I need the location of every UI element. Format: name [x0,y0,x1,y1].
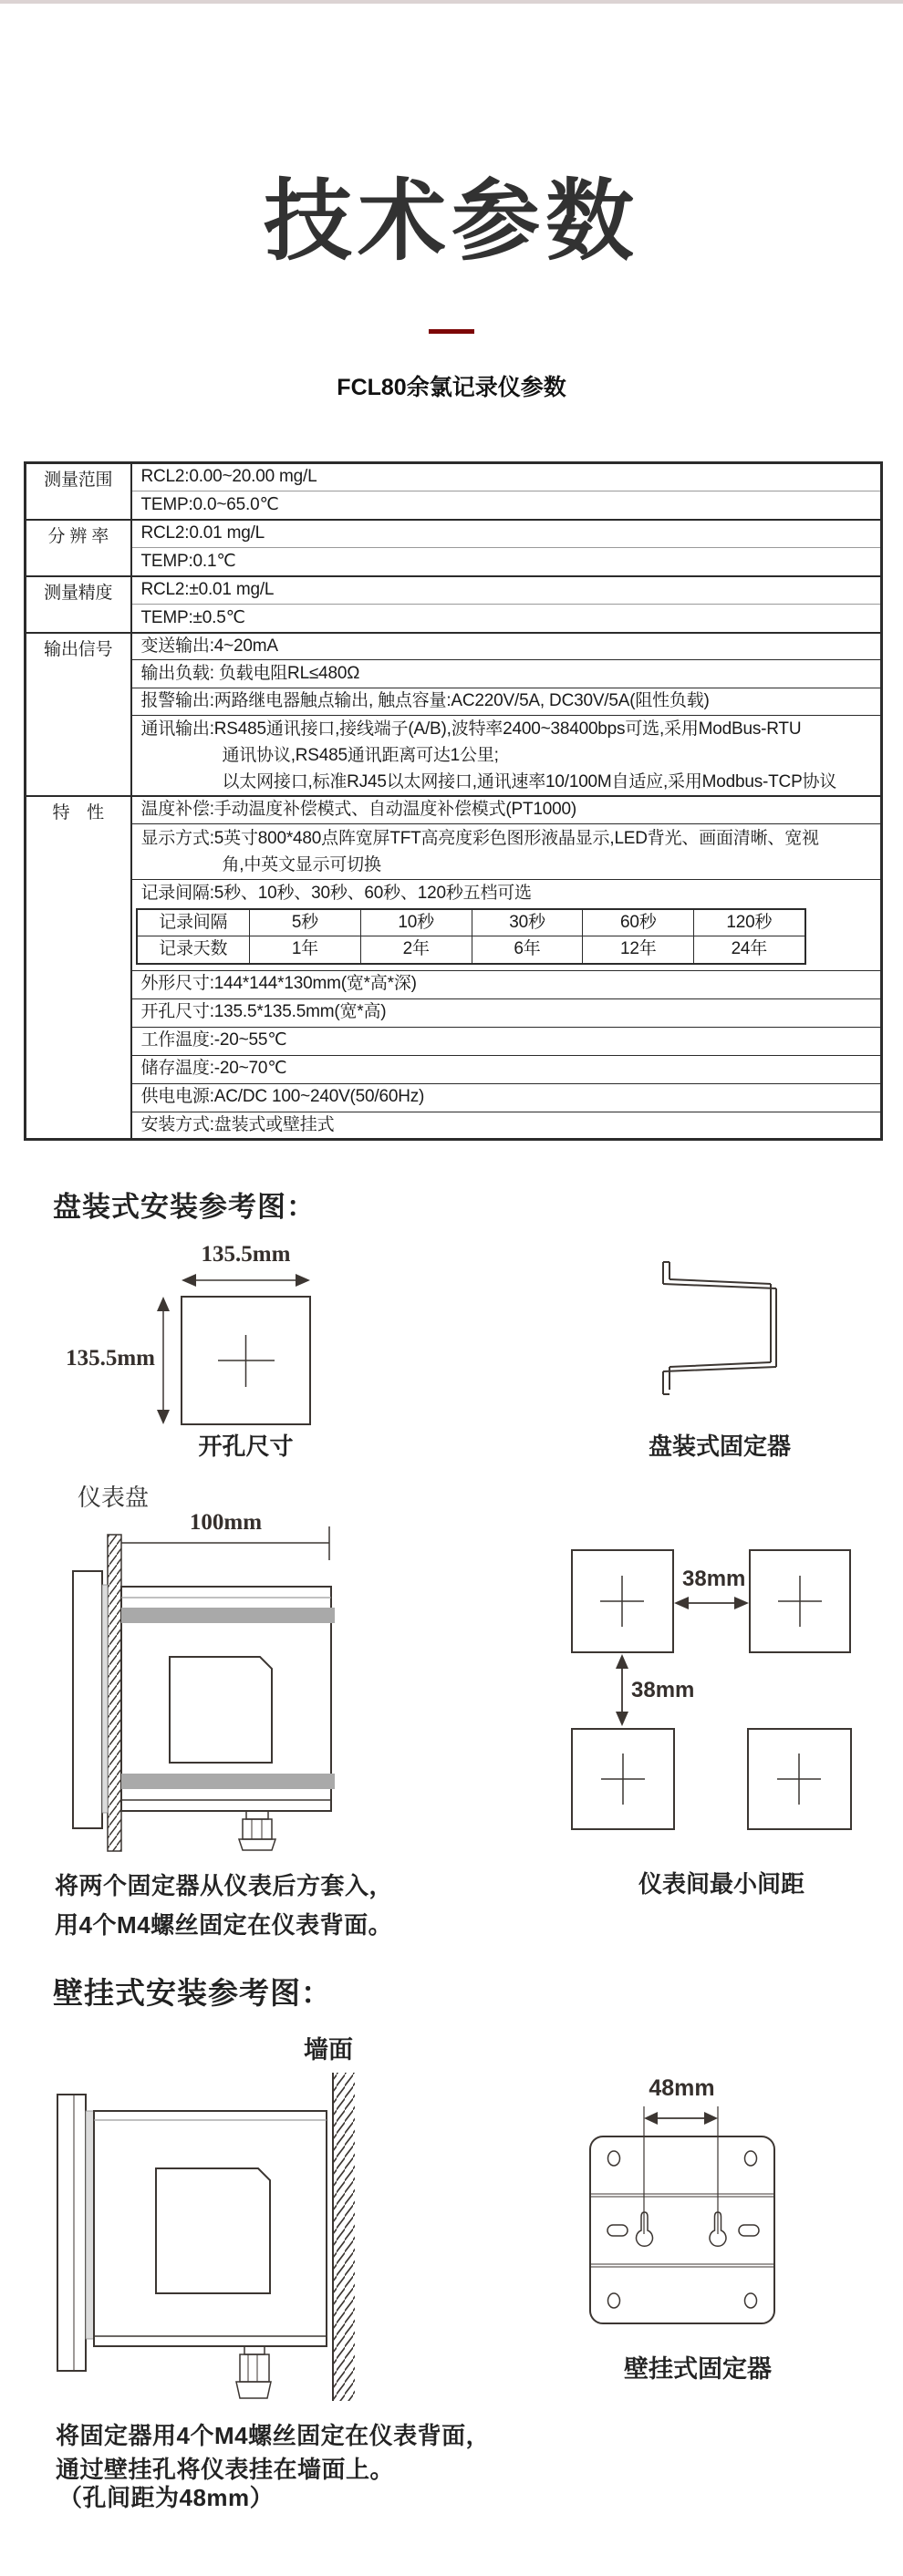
wall-mount-heading: 壁挂式安装参考图： [53,1976,332,2010]
spec-cell: RCL2:0.00~20.00 mg/L [140,467,317,487]
wall-note-line: 通过壁挂孔将仪表挂在墙面上。 [56,2456,395,2483]
wall-note-line: 将固定器用4个M4螺丝固定在仪表背面， [56,2422,491,2449]
spec-cell: RCL2:±0.01 mg/L [131,576,882,605]
wall-fixer-caption: 壁挂式固定器 [624,2355,772,2383]
hole-dim: 48mm [649,2075,715,2101]
spec-cell: RCL2:0.01 mg/L [131,520,882,548]
row-label-feature: 特 性 [26,796,131,1140]
gap-h-dim: 38mm [682,1567,746,1591]
row-label-range: 测量范围 [26,463,131,520]
spec-cell: 报警输出:两路继电器触点输出, 触点容量:AC220V/5A, DC30V/5A(阻性负载) [131,688,882,716]
spec-cell: 输出负载: 负载电阻RL≤480Ω [131,660,882,688]
spec-cell: TEMP:0.1℃ [131,548,882,576]
spec-cell: 变送输出:4~20mA [131,633,882,660]
page-title: 技术参数 [264,171,639,271]
panel-label: 仪表盘 [78,1484,150,1511]
spacing-caption: 仪表间最小间距 [638,1870,804,1898]
panel-mount-heading: 盘装式安装参考图： [53,1191,316,1223]
cutout-width-dim: 135.5mm [201,1242,291,1267]
spec-cell: TEMP:±0.5℃ [131,605,882,633]
cutout-caption: 开孔尺寸 [198,1433,294,1460]
spec-cell: 温度补偿:手动温度补偿模式、自动温度补偿模式(PT1000) [131,796,882,823]
row-label-resolution: 分 辨 率 [26,520,131,576]
page-subtitle: FCL80余氯记录仪参数 [337,375,566,400]
spec-cell: 储存温度:-20~70℃ [131,1055,882,1083]
cutout-height-dim: 135.5mm [66,1346,155,1371]
spec-cell: 安装方式:盘装式或壁挂式 [131,1112,882,1140]
row-label-accuracy: 测量精度 [26,576,131,633]
record-days-table: 记录间隔 5秒 10秒 30秒 60秒 120秒 记录天数 1年 2年 6年 12年 24年 [136,908,806,965]
spec-cell: 外形尺寸:144*144*130mm(宽*高*深) [131,970,882,998]
gap-v-dim: 38mm [631,1678,695,1702]
row-label-output: 输出信号 [26,633,131,797]
spec-table-wrap [24,461,883,1141]
spec-cell: 供电电源:AC/DC 100~240V(50/60Hz) [131,1083,882,1112]
spec-table [24,461,883,1141]
spec-cell-comm: 通讯输出:RS485通讯接口,接线端子(A/B),波特率2400~38400bps可选,采用ModBus-RTU 通讯协议,RS485通讯距离可达1公里; 以太网接口,标准RJ45以太网接口,通讯速率10/100M自适应,采用Modbus-TCP协议 [131,716,882,797]
spec-cell-record: 记录间隔:5秒、10秒、30秒、60秒、120秒五档可选 记录间隔 5秒 10秒 30秒 60秒 120秒 记录天数 1年 2年 6年 12年 24年 [131,879,882,970]
title-accent-dash [429,329,474,334]
top-accent-bar [0,0,903,4]
panel-note-line: 将两个固定器从仪表后方套入， [55,1872,394,1899]
wall-label: 墙面 [304,2036,353,2064]
depth-dim: 100mm [189,1510,263,1535]
panel-note-line: 用4个M4螺丝固定在仪表背面。 [55,1911,393,1939]
spec-cell-display: 显示方式:5英寸800*480点阵宽屏TFT高亮度彩色图形液晶显示,LED背光、画面清晰、宽视 角,中英文显示可切换 [131,823,882,879]
spec-cell: 工作温度:-20~55℃ [131,1027,882,1055]
panel-fixer-caption: 盘装式固定器 [648,1433,791,1460]
spec-cell: TEMP:0.0~65.0℃ [131,491,882,520]
panel-mount-side-diagram [0,1505,903,1869]
spec-cell: 开孔尺寸:135.5*135.5mm(宽*高) [131,998,882,1027]
wall-note-line: （孔间距为48mm） [58,2484,275,2511]
